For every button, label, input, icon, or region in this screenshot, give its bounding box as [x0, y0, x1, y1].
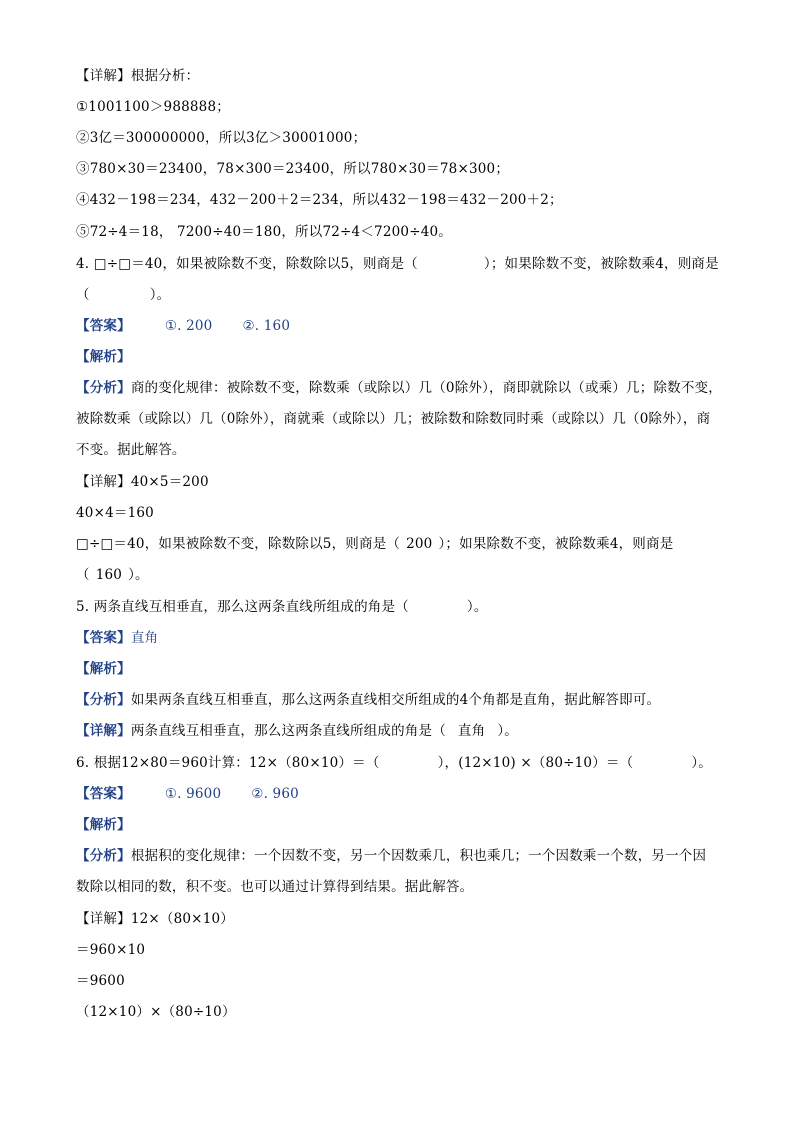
analysis-text: 根据积的变化规律：一个因数不变，另一个因数乘几，积也乘几；一个因数乘一个数，另一个因 — [130, 848, 707, 864]
q6-detail-2: ＝960×10 — [76, 942, 146, 958]
q4-answer — [76, 316, 290, 336]
detail-tag: 【详解】 — [76, 68, 131, 84]
detail-tag: 【详解】 — [76, 474, 131, 490]
q4-analysis-tag: 【解析】 — [76, 349, 131, 365]
q4-text-a: 4. □÷□＝40，如果被除数不变，除数除以5，则商是（ — [76, 256, 418, 272]
item-3: ③780×30＝23400，78×300＝23400，所以780×30＝78×300； — [76, 161, 510, 177]
detail-text: ）。 — [128, 567, 149, 583]
detail-tag: 【详解】 — [76, 723, 131, 739]
q4-analysis-1 — [76, 378, 722, 398]
q5-analysis-tag: 【解析】 — [76, 661, 131, 677]
q6-text-a: 6. 根据12×80＝960计算：12×（80×10）＝（ — [76, 755, 380, 771]
q6-detail-3: ＝9600 — [76, 973, 125, 989]
analysis-text: 如果两条直线互相垂直，那么这两条直线相交所组成的4个角都是直角，据此解答即可。 — [130, 692, 661, 708]
question-4 — [76, 254, 719, 274]
q5-answer — [76, 628, 158, 648]
q4-detail-2: 40×4＝160 — [76, 505, 154, 521]
item-1: ①1001100＞988888； — [76, 99, 230, 115]
answer-tag: 【答案】 — [76, 630, 131, 646]
answer-tag: 【答案】 — [76, 318, 131, 334]
q6-detail-1 — [76, 909, 234, 929]
item-4: ④432－198＝234，432－200＋2＝234，所以432－198＝432－200＋2； — [76, 192, 563, 208]
q6-analysis-1 — [76, 846, 706, 866]
q4-detail-1 — [76, 472, 209, 492]
q6-text-b: ），(12×10) ×（80÷10）＝（ — [437, 755, 634, 771]
q5-text-b: ）。 — [466, 599, 488, 615]
q6-text-c: ）。 — [691, 755, 712, 771]
q4-open-paren: （ — [76, 287, 90, 303]
detail-text: 12×（80×10） — [130, 911, 234, 927]
detail-text: 40×5＝200 — [130, 474, 209, 490]
detail-text: 两条直线互相垂直，那么这两条直线所组成的角是（ — [130, 723, 446, 739]
filled-answer: 直角 — [457, 723, 486, 739]
answer-tag: 【答案】 — [76, 786, 131, 802]
q5-detail — [76, 721, 518, 741]
item-2: ②3亿＝300000000，所以3亿＞30001000； — [76, 130, 367, 146]
answer-1: ①. 9600 — [164, 786, 222, 802]
question-5 — [76, 597, 488, 617]
detail-text: （ — [76, 567, 90, 583]
q4-analysis-3: 不变。据此解答。 — [76, 442, 186, 458]
analysis-tag: 【分析】 — [76, 692, 131, 708]
q4-analysis-2: 被除数乘（或除以）几（0除外），商就乘（或除以）几；被除数和除数同时乘（或除以）几（0除外），商 — [76, 411, 711, 427]
detail-line — [76, 66, 199, 86]
answer-2: ②. 160 — [242, 318, 291, 334]
q5-text-a: 5. 两条直线互相垂直，那么这两条直线所组成的角是（ — [76, 599, 409, 615]
q6-analysis-2: 数除以相同的数，积不变。也可以通过计算得到结果。据此解答。 — [76, 879, 474, 895]
item-5: ⑤72÷4＝18， 7200÷40＝180，所以72÷4＜7200÷40。 — [76, 224, 452, 240]
detail-text: ）。 — [497, 723, 518, 739]
q4-text-b: ）；如果除数不变，被除数乘4，则商是 — [483, 256, 719, 272]
q4-close-paren: ）。 — [149, 287, 171, 303]
question-4-cont — [76, 285, 170, 305]
detail-tag: 【详解】 — [76, 911, 131, 927]
q4-detail-4 — [76, 565, 149, 585]
detail-text: ）；如果除数不变，被除数乘4，则商是 — [438, 536, 674, 552]
q4-detail-3 — [76, 534, 673, 554]
filled-answer: 160 — [95, 567, 123, 583]
analysis-tag: 【分析】 — [76, 380, 131, 396]
q5-analysis — [76, 690, 660, 710]
answer-1: ①. 200 — [164, 318, 213, 334]
detail-text: 根据分析： — [130, 68, 200, 84]
detail-text: □÷□＝40，如果被除数不变，除数除以5，则商是（ — [76, 536, 401, 552]
answer-2: ②. 960 — [251, 786, 299, 802]
q6-answer — [76, 784, 299, 804]
question-6 — [76, 753, 712, 773]
q6-analysis-tag: 【解析】 — [76, 817, 131, 833]
analysis-tag: 【分析】 — [76, 848, 131, 864]
q6-detail-4: （12×10）×（80÷10） — [76, 1004, 236, 1020]
answer-1: 直角 — [130, 630, 159, 646]
analysis-text: 商的变化规律：被除数不变，除数乘（或除以）几（0除外），商即就除以（或乘）几；除数不变， — [130, 380, 722, 396]
filled-answer: 200 — [406, 536, 433, 552]
